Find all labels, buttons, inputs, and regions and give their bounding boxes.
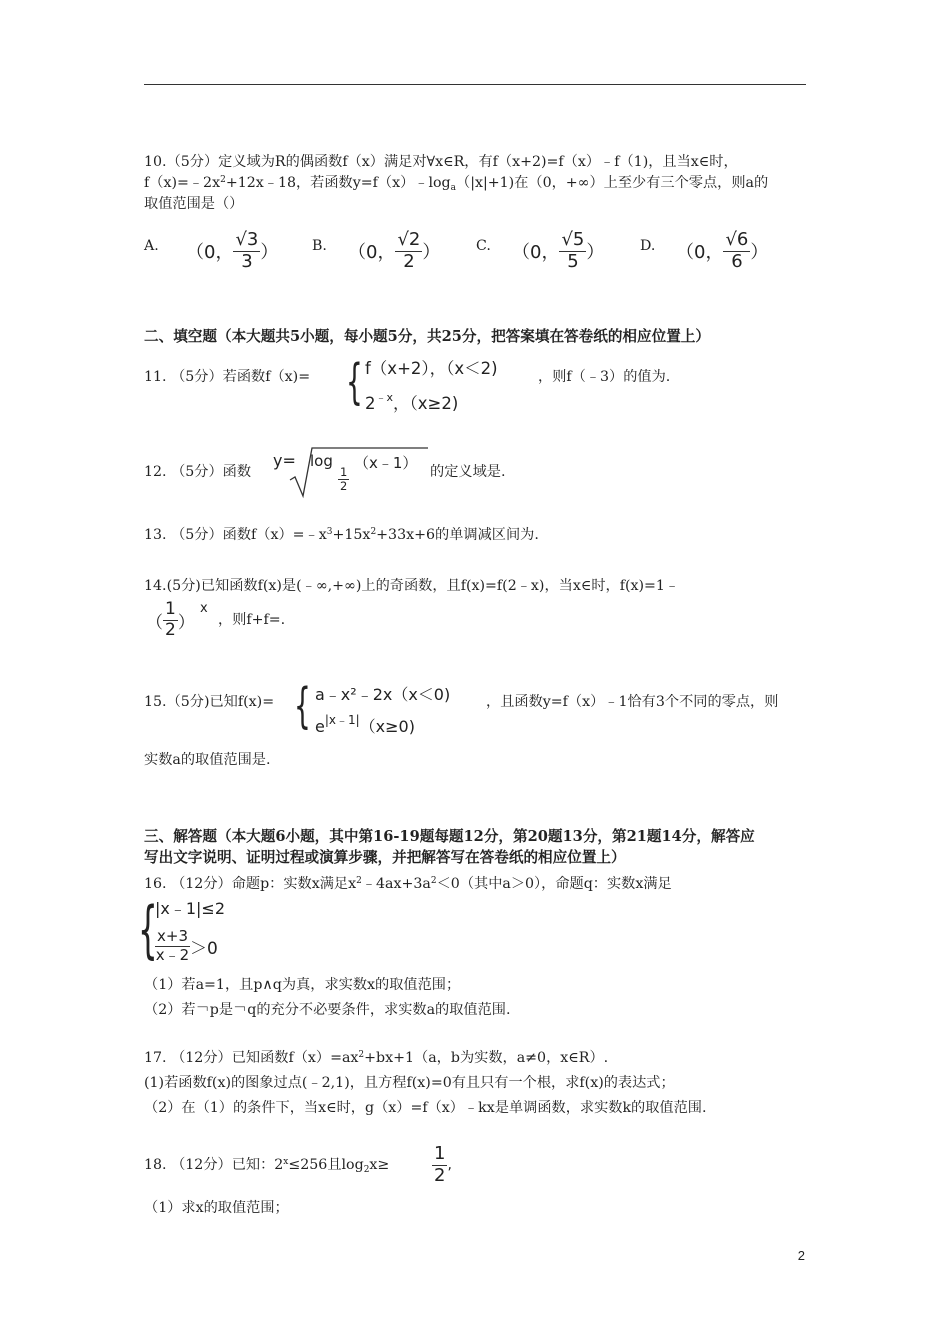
q14-tail: ，则f+f=. <box>218 612 286 628</box>
option-c-open: （0， <box>512 242 560 263</box>
option-d-close: ） <box>750 242 769 263</box>
q18-comma: , <box>447 1157 452 1173</box>
q13-text: 13. （5分）函数f（x）=﹣x <box>144 527 327 543</box>
q17-line-1 <box>144 1048 707 1069</box>
q15-case-2-exponent: |x﹣1| <box>324 713 360 727</box>
q18-text: 18. （12分）已知：2 <box>144 1157 284 1173</box>
q17-part-2: （2）在（1）的条件下，当x∈时，g（x）=f（x）﹣kx是单调函数，求实数k的取值范围. <box>144 1100 707 1116</box>
q10-log-base: a <box>450 183 456 193</box>
q15-case-1: a﹣x²﹣2x（x＜0) <box>315 685 451 704</box>
q15-prefix: 15.（5分)已知f(x)= <box>144 694 275 710</box>
q11-case-1: f（x+2），（x＜2) <box>365 359 498 378</box>
q16-system-2-numerator: x+3 <box>157 927 188 946</box>
q15-case-2 <box>315 714 415 737</box>
q17-text: 17. （12分）已知函数f（x）=ax <box>144 1050 359 1066</box>
q15-suffix: ，且函数y=f（x）﹣1恰有3个不同的零点，则 <box>486 694 779 710</box>
option-d-numerator: √6 <box>725 228 749 250</box>
option-a-fraction <box>233 230 260 272</box>
section-3-heading <box>144 826 755 868</box>
q16-exponent: 2 <box>430 876 437 886</box>
option-a-denominator: 3 <box>241 250 253 272</box>
q12-argument: （x﹣1） <box>354 454 418 472</box>
q15-case-2-condition: （x≥0) <box>359 717 415 736</box>
q14-close-paren: ） <box>177 612 195 633</box>
q13-exponent: 3 <box>326 527 333 537</box>
q11-suffix: ，则f（﹣3）的值为. <box>538 369 671 385</box>
q12-base-numerator: 1 <box>340 465 348 479</box>
q10-exponent: 2 <box>220 175 226 185</box>
q16-system-1: |x﹣1|≤2 <box>155 899 226 918</box>
q18-denominator: 2 <box>434 1164 446 1186</box>
option-a-label: A. <box>144 238 159 254</box>
q12-log: log <box>310 452 333 470</box>
option-b-close: ） <box>422 242 441 263</box>
q12-prefix: 12. （5分）函数 <box>144 464 252 480</box>
q12-base-denominator: 2 <box>340 479 348 494</box>
q18-numerator: 1 <box>434 1142 446 1164</box>
q16-part-2: （2）若￢p是￢q的充分不必要条件，求实数a的取值范围. <box>144 1002 511 1018</box>
option-b-numerator: √2 <box>397 228 421 250</box>
option-c-denominator: 5 <box>567 250 579 272</box>
q18-fraction-group <box>432 1142 452 1188</box>
header-rule <box>144 84 806 85</box>
q14-fraction <box>163 600 178 640</box>
option-a-open: （0， <box>186 242 234 263</box>
q17-part-1: (1)若函数f(x)的图象过点(﹣2,1)，且方程f(x)=0有且只有一个根，求f(x)的表达式； <box>144 1075 675 1091</box>
option-b-open: （0， <box>348 242 396 263</box>
q10-text: （|x|+1)在（0，+∞）上至少有三个零点，则a的 <box>456 175 769 191</box>
q10-line-1: 10.（5分）定义域为R的偶函数f（x）满足对∀x∈R，有f（x+2)=f（x）﹣f（1)，且当x∈时， <box>144 154 738 170</box>
q17-exponent: 2 <box>358 1050 365 1060</box>
q11-case-2-exponent: ﹣x <box>375 391 394 404</box>
q13-text: +33x+6的单调减区间为. <box>376 527 539 543</box>
q10-line-3: 取值范围是（） <box>144 196 244 212</box>
question-10 <box>144 152 768 215</box>
q13-text: +15x <box>332 527 371 543</box>
q11-brace-icon: { <box>346 354 363 410</box>
section-3-heading-line-2: 写出文字说明、证明过程或演算步骤，并把解答写在答卷纸的相应位置上） <box>144 849 626 866</box>
q16-system-2-relation: ＞0 <box>190 938 218 959</box>
q16-part-1: （1）若a=1，且p∧q为真，求实数x的取值范围； <box>144 977 461 993</box>
q13-exponent: 2 <box>370 527 377 537</box>
option-d-fraction <box>723 230 750 272</box>
question-18 <box>144 1155 389 1176</box>
q18-text: x≥ <box>369 1157 390 1173</box>
q16-system-2 <box>155 924 218 968</box>
q17-text: +bx+1（a，b为实数，a≠0，x∈R）. <box>364 1050 609 1066</box>
q16-system-2-fraction <box>155 928 190 964</box>
q18-fraction <box>432 1144 447 1186</box>
q15-brace-icon: { <box>294 678 311 734</box>
q16-text: ＜0（其中a＞0），命题q：实数x满足 <box>436 876 672 892</box>
option-b-denominator: 2 <box>403 250 415 272</box>
q14-power <box>146 598 195 642</box>
q10-text: f（x)=﹣2x <box>144 175 221 191</box>
q10-line-2 <box>144 173 768 194</box>
q11-case-2 <box>365 390 458 414</box>
option-d-denominator: 6 <box>731 250 743 272</box>
q11-case-2-base: 2 <box>365 394 376 413</box>
q15-line-2: 实数a的取值范围是. <box>144 752 271 768</box>
q11-case-2-condition: ，（x≥2) <box>393 394 459 413</box>
q16-exponent: 2 <box>356 876 362 886</box>
option-a-close: ） <box>260 242 279 263</box>
q16-brace-icon: { <box>138 893 158 966</box>
option-c-close: ） <box>586 242 605 263</box>
option-c-numerator: √5 <box>561 228 585 250</box>
option-c-label: C. <box>476 238 491 254</box>
q12-base-fraction <box>338 466 349 493</box>
q16-text: 16. （12分）命题p：实数x满足x <box>144 876 357 892</box>
q14-line-1: 14.(5分)已知函数f(x)是(﹣∞,+∞)上的奇函数，且f(x)=f(2﹣x)，当x∈时，f(x)=1﹣ <box>144 578 680 594</box>
q14-exponent: x <box>200 601 208 616</box>
option-b-label: B. <box>312 238 327 254</box>
q14-denominator: 2 <box>165 619 176 640</box>
option-c-fraction <box>559 230 586 272</box>
q16-system-2-denominator: x﹣2 <box>155 945 190 964</box>
q12-y: y= <box>273 451 296 470</box>
q16-text: ﹣4ax+3a <box>361 876 431 892</box>
q10-text: +12x﹣18，若函数y=f（x）﹣log <box>225 175 451 191</box>
q14-open-paren: （ <box>146 612 163 633</box>
q18-exponent: x <box>283 1157 289 1167</box>
option-b-fraction <box>395 230 422 272</box>
option-d-open: （0， <box>676 242 724 263</box>
q18-text: ≤256且log <box>288 1157 364 1173</box>
q16-line-1 <box>144 874 672 895</box>
q14-numerator: 1 <box>165 598 176 619</box>
q11-prefix: 11. （5分）若函数f（x)= <box>144 369 311 385</box>
q18-log-base: 2 <box>363 1165 370 1175</box>
option-d-label: D. <box>640 238 656 254</box>
q10-options <box>144 226 806 276</box>
section-3-heading-line-1: 三、解答题（本大题6小题，其中第16-19题每题12分，第20题13分，第21题14分，解答应 <box>144 828 755 845</box>
question-17 <box>144 1048 707 1119</box>
q12-suffix: 的定义域是. <box>430 464 506 480</box>
q15-case-2-base: e <box>315 717 325 736</box>
page-number: 2 <box>797 1248 805 1263</box>
q18-part-1: （1）求x的取值范围； <box>144 1200 289 1216</box>
question-13 <box>144 525 539 546</box>
section-2-heading: 二、填空题（本大题共5小题，每小题5分，共25分，把答案填在答卷纸的相应位置上） <box>144 328 710 345</box>
option-a-numerator: √3 <box>235 228 259 250</box>
